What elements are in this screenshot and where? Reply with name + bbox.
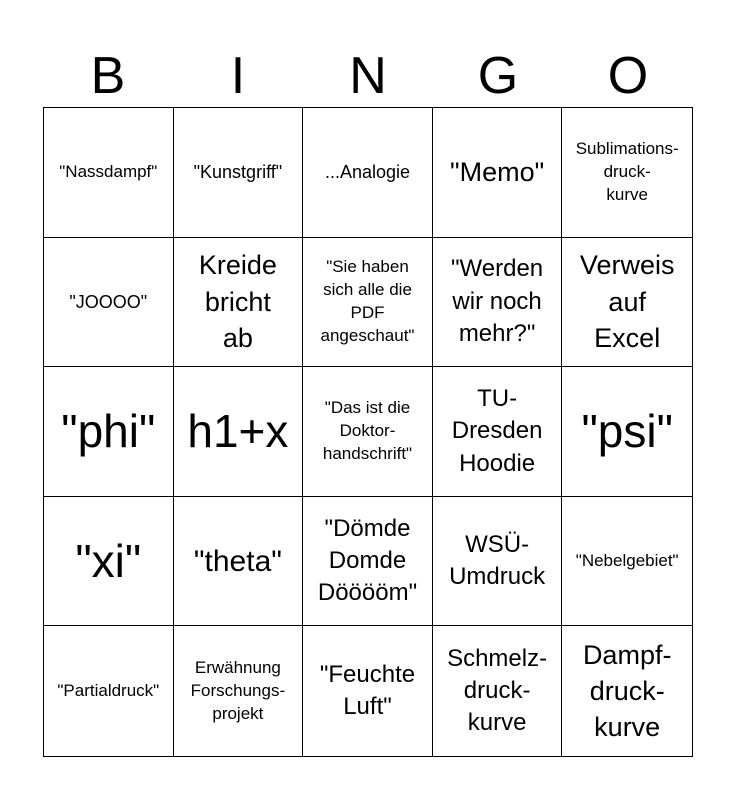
bingo-cell[interactable]: "Dömde Domde Dööööm"	[303, 497, 433, 627]
bingo-cell[interactable]: "Sie haben sich alle die PDF angeschaut"	[303, 238, 433, 368]
header-letter-i: I	[230, 47, 246, 105]
bingo-cell[interactable]: ...Analogie	[303, 108, 433, 238]
bingo-cell[interactable]: WSÜ- Umdruck	[433, 497, 563, 627]
bingo-cell[interactable]: Kreide bricht ab	[174, 238, 304, 368]
bingo-cell[interactable]: "Kunstgriff"	[174, 108, 304, 238]
bingo-cell[interactable]: "Werden wir noch mehr?"	[433, 238, 563, 368]
bingo-cell[interactable]: h1+x	[174, 367, 304, 497]
bingo-cell[interactable]: "Nebelgebiet"	[562, 497, 692, 627]
bingo-cell[interactable]: Dampf- druck- kurve	[582, 639, 672, 743]
bingo-cell[interactable]: "Memo"	[433, 108, 563, 238]
bingo-board	[43, 107, 693, 757]
bingo-cell[interactable]: Erwähnung Forschungs- projekt	[174, 626, 304, 756]
bingo-cell[interactable]: "theta"	[174, 497, 304, 627]
bingo-cell[interactable]: Schmelz- druck- kurve	[433, 626, 563, 756]
bingo-cell[interactable]: "Das ist die Doktor- handschrift"	[303, 367, 433, 497]
header-letter-b: B	[90, 47, 126, 105]
bingo-cell[interactable]: "psi"	[562, 367, 692, 497]
bingo-cell[interactable]: "xi"	[44, 497, 174, 627]
bingo-cell[interactable]: Sublimations- druck- kurve	[562, 108, 692, 238]
bingo-header	[43, 44, 693, 108]
bingo-cell[interactable]: "Partialdruck"	[44, 626, 174, 756]
bingo-cell[interactable]: "Feuchte Luft"	[303, 626, 433, 756]
bingo-cell[interactable]: "JOOOO"	[44, 238, 174, 368]
bingo-cell[interactable]: Verweis auf Excel	[562, 238, 692, 368]
bingo-cell[interactable]: TU- Dresden Hoodie	[433, 367, 563, 497]
bingo-cell[interactable]: "Nassdampf"	[44, 108, 174, 238]
bingo-cell[interactable]: "phi"	[44, 367, 174, 497]
header-letter-g: G	[477, 47, 519, 105]
header-letter-n: N	[349, 47, 387, 105]
header-letter-o: O	[607, 47, 649, 105]
